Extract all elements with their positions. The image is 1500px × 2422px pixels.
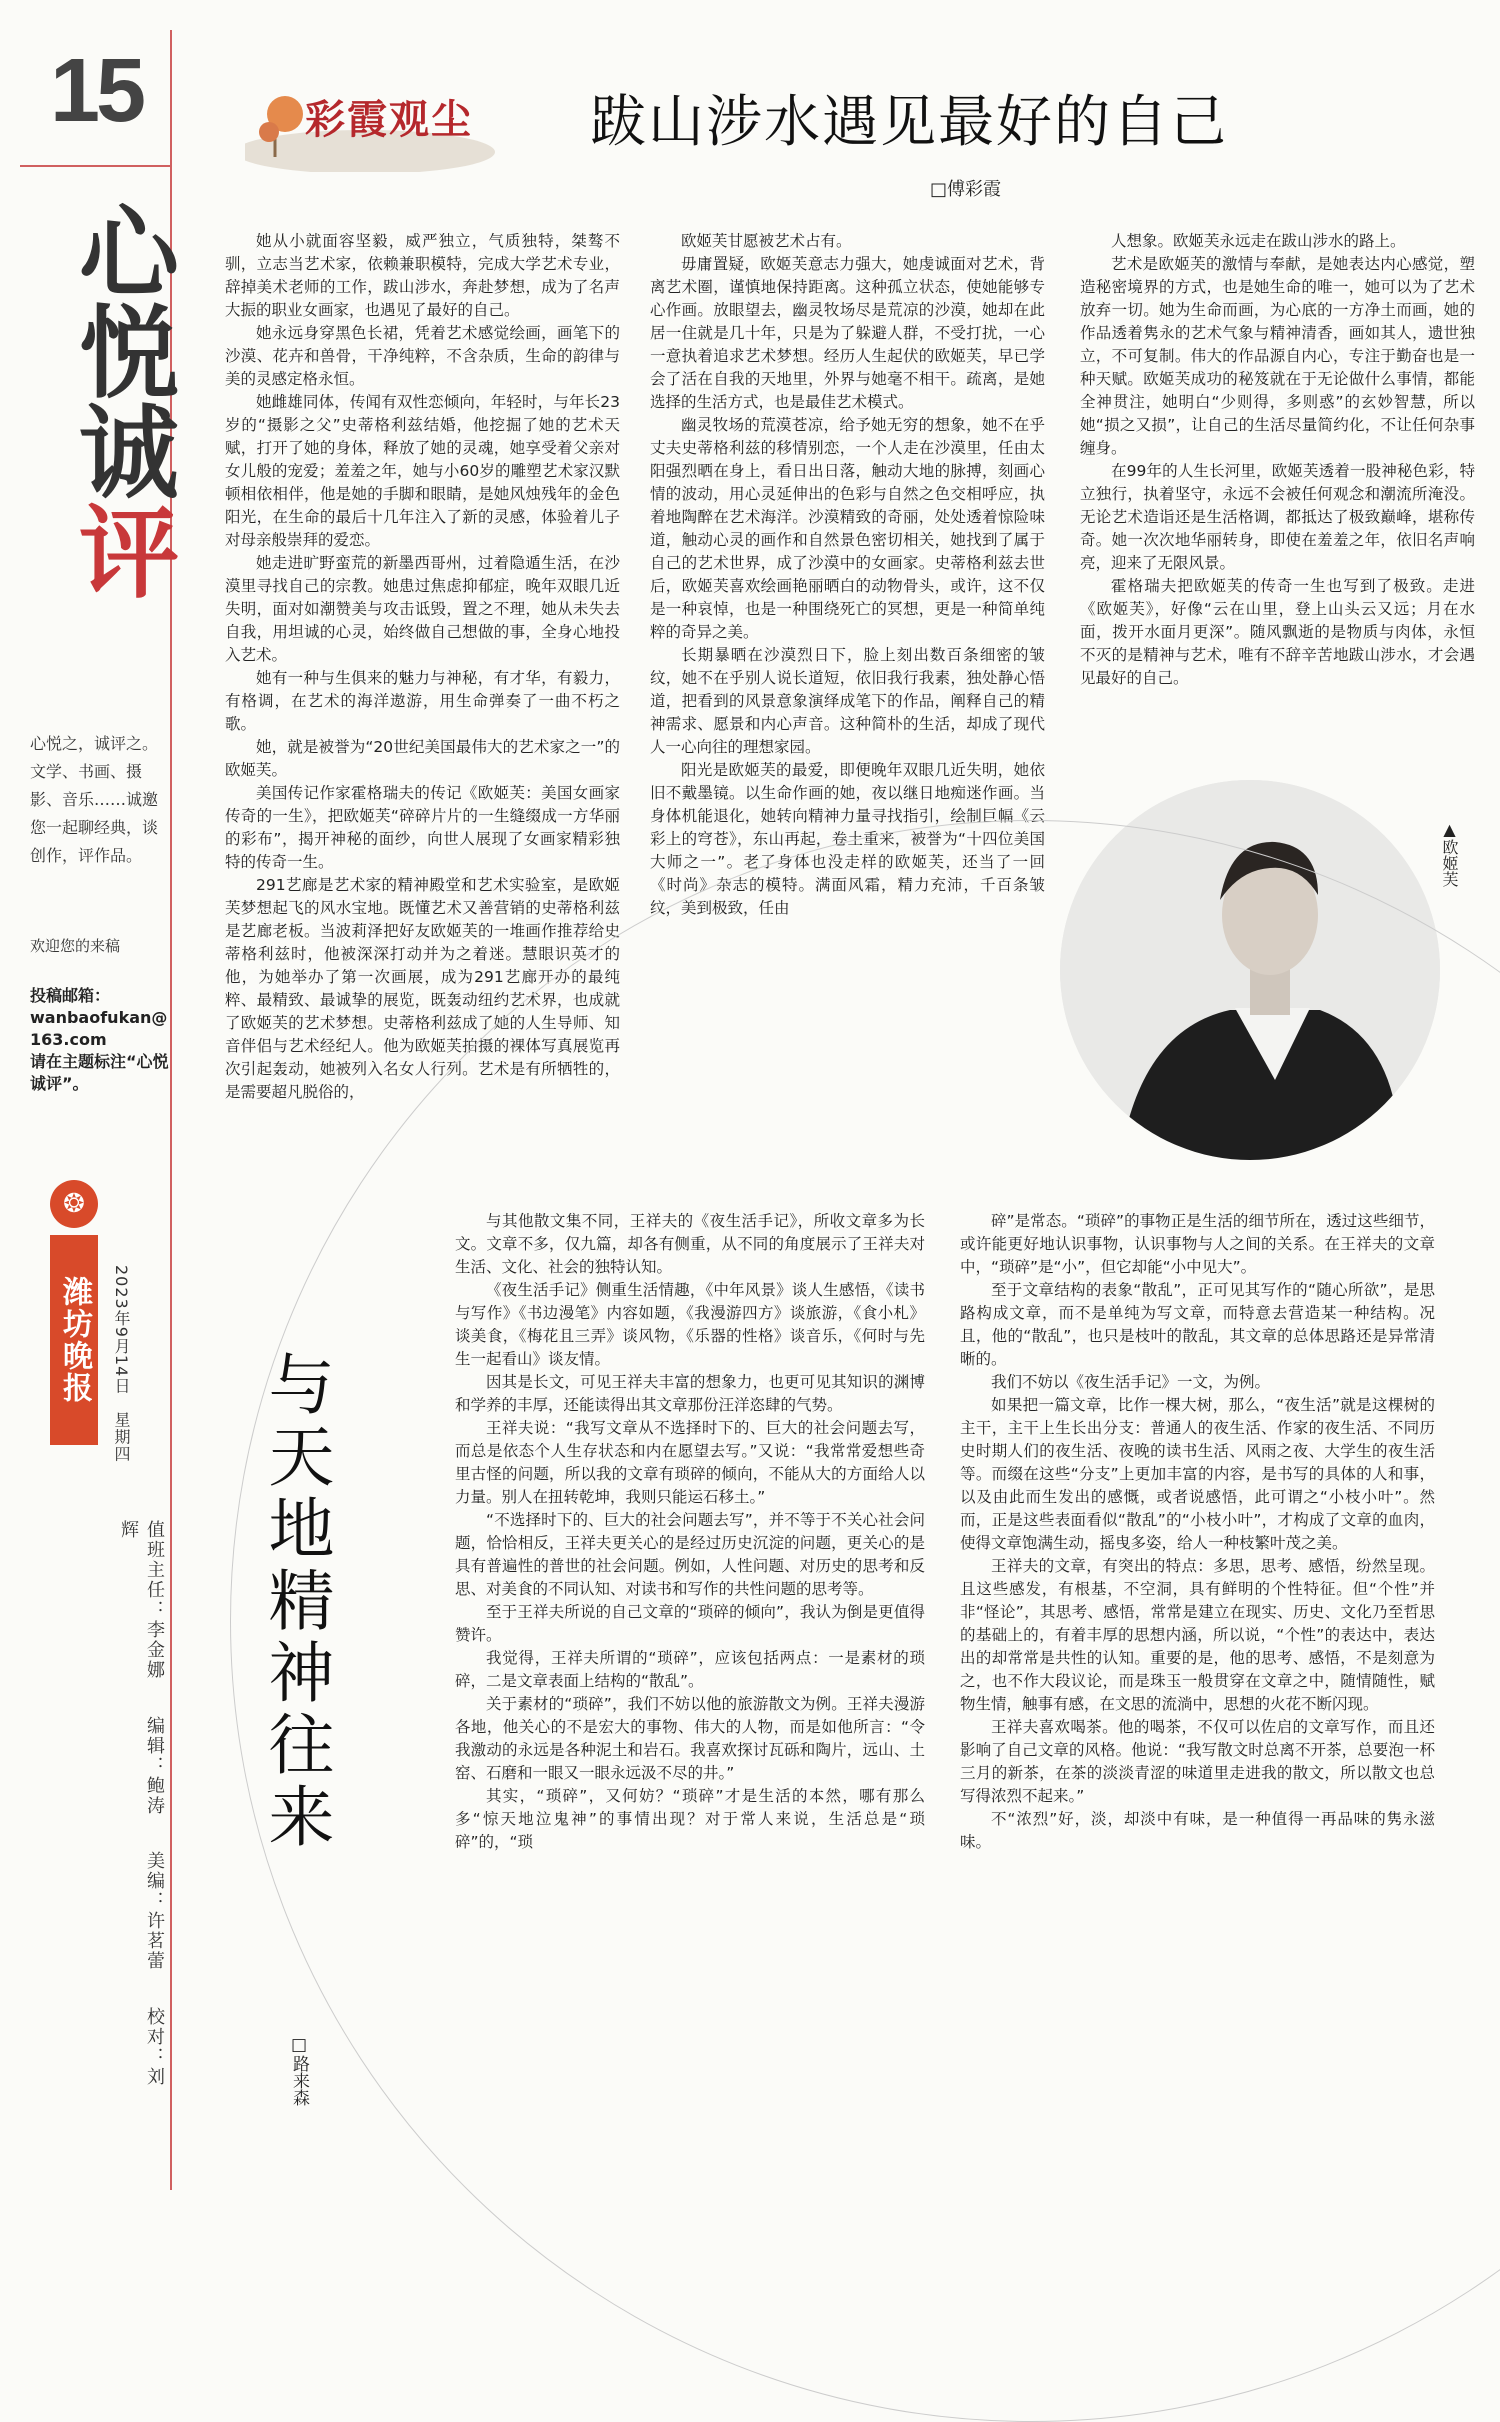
paragraph: 不“浓烈”好，淡，却淡中有味，是一种值得一再品味的隽永滋味。 [960,1810,1435,1851]
paragraph: 阳光是欧姬芙的最爱，即便晚年双眼几近失明，她依旧不戴墨镜。以生命作画的她，夜以继日地痴迷作画。当身体机能退化，她转向精神力量寻找指引，绘制巨幅《云彩上的穹苍》，东山再起，卷土重来，被誉为“十四位美国大师之一”。老了身体也没走样的欧姬芙，还当了一回《时尚》杂志的模特。满面风霜，精力充沛，千百条皱纹，美到极致，任由 [650,761,1045,917]
paragraph: 我们不妨以《夜生活手记》一文，为例。 [991,1373,1271,1391]
article1-author: □傅彩霞 [930,179,1002,200]
credit-duty: 值班主任：李金娜 [144,1520,165,1680]
credit-editor: 编辑：鲍涛 [144,1715,165,1816]
article1-title: 跋山涉水遇见最好的自己 [590,90,1228,155]
column-title [60,200,180,600]
photo-caption: ▲欧姬芙 [1440,820,1459,887]
paragraph: 霍格瑞夫把欧姬芙的传奇一生也写到了极致。走进《欧姬芙》，好像“云在山里，登上山头云又远；月在水面，拨开水面月更深”。随风飘逝的是物质与肉体，永恒不灭的是精神与艺术，唯有不辞辛苦地跋山涉水，才会遇见最好的自己。 [1080,577,1475,687]
paragraph: 她，就是被誉为“20世纪美国最伟大的艺术家之一”的欧姬芙。 [225,738,620,779]
paragraph: 291艺廊是艺术家的精神殿堂和艺术实验室，是欧姬芙梦想起飞的风水宝地。既懂艺术又善营销的史蒂格利兹是艺廊老板。当波莉泽把好友欧姬芙的一堆画作推荐给史蒂格利兹时，他被深深打动并为之着迷。慧眼识英才的他，为她举办了第一次画展，成为291艺廊开办的最纯粹、最精致、最诚挚的展览，既轰动纽约艺术界，也成就了欧姬芙的艺术梦想。史蒂格利兹成了她的人生导师、知音伴侣与艺术经纪人。他为欧姬芙拍摄的裸体写真展览再次引起轰动，她被列入名女人行列。艺术是有所牺牲的，是需要超凡脱俗的， [225,876,620,1101]
column-title-accent: 评 [62,500,179,600]
email-label: 投稿邮箱： [30,986,111,1005]
paragraph: 至于王祥夫所说的自己文章的“琐碎的倾向”，我认为倒是更值得赞许。 [455,1603,925,1644]
column-badge: 彩霞观尘 [305,96,473,143]
paragraph: 在99年的人生长河里，欧姬芙透着一股神秘色彩，特立独行，执着坚守，永远不会被任何观念和潮流所淹没。无论艺术造诣还是生活格调，都抵达了极致巅峰，堪称传奇。她一次次地华丽转身，即使在羞羞之年，依旧名声响亮，迎来了无限风景。 [1080,462,1475,572]
paragraph: 《夜生活手记》侧重生活情趣，《中年风景》谈人生感悟，《读书与写作》《书边漫笔》内容如题，《我漫游四方》谈旅游，《食小札》谈美食，《梅花且三弄》谈风物，《乐器的性格》谈音乐，《何时与先生一起看山》谈友情。 [455,1281,925,1368]
column-title-main: 心悦诚 [62,200,179,500]
page-number: 15 [50,41,143,141]
credit-art: 美编：许茗蕾 [144,1851,165,1972]
submission-info [30,985,170,1095]
paragraph: 她从小就面容坚毅，威严独立，气质独特，桀骜不驯，立志当艺术家，依赖兼职模特，完成大学艺术专业，辞掉美术老师的工作，跋山涉水，奔赴梦想，成为了名声大振的职业女画家，也遇见了最好的自己。 [225,232,620,319]
article2-col2 [960,1210,1435,1854]
welcome-text: 欢迎您的来稿 [30,937,121,955]
paragraph: 王祥夫喜欢喝茶。他的喝茶，不仅可以佐启的文章写作，而且还影响了自己文章的风格。他说：“我写散文时总离不开茶，总要泡一杯三月的新茶，在茶的淡淡青涩的味道里走进我的散文，所以散文也总写得浓烈不起来。” [960,1718,1435,1805]
email-address: wanbaofukan@163.com [30,1008,168,1049]
article2-col1 [455,1210,925,1854]
paragraph: 她雌雄同体，传闻有双性恋倾向，年轻时，与年长23岁的“摄影之父”史蒂格利兹结婚，他挖掘了她的艺术天赋，打开了她的身体，释放了她的灵魂，她享受着父亲对女儿般的宠爱；羞羞之年，她与小60岁的雕塑艺术家汉默顿相依相伴，他是她的手脚和眼睛，是她风烛残年的金色阳光，在生命的最后十几年注入了新的灵感，体验着儿子对母亲般崇拜的爱恋。 [225,393,620,549]
paragraph: 毋庸置疑，欧姬芙意志力强大，她虔诚面对艺术，背离艺术圈，谨慎地保持距离。这种孤立状态，使她能够专心作画。放眼望去，幽灵牧场尽是荒凉的沙漠，她却在此居一住就是几十年，只是为了躲避人群，不受打扰，一心一意执着追求艺术梦想。经历人生起伏的欧姬芙，早已学会了活在自我的天地里，外界与她毫不相干。疏离，是她选择的生活方式，也是最佳艺术模式。 [650,255,1045,411]
article2-author: □路来森 [289,2035,309,2106]
subject-note: 请在主题标注“心悦诚评”。 [30,1052,169,1093]
paragraph: 其实，“琐碎”，又何妨？“琐碎”才是生活的本然，哪有那么多“惊天地泣鬼神”的事情出现？对于常人来说，生活总是“琐碎”的，“琐 [455,1787,925,1851]
paragraph: 关于素材的“琐碎”，我们不妨以他的旅游散文为例。王祥夫漫游各地，他关心的不是宏大的事物、伟大的人物，而是如他所言：“令我激动的永远是各种泥土和岩石。我喜欢探讨瓦砾和陶片，远山、土窑、石磨和一眼又一眼永远汲不尽的井。” [455,1695,925,1782]
issue-date: 2023年9月14日 星期四 [112,1265,131,1463]
paragraph: 王祥夫说：“我写文章从不选择时下的、巨大的社会问题去写，而总是依态个人生存状态和内在愿望去写。”又说：“我常常爱想些奇里古怪的问题，所以我的文章有琐碎的倾向，不能从大的方面给人以力量。别人在扭转乾坤，我则只能运石移土。” [455,1419,925,1506]
paragraph: 因其是长文，可见王祥夫丰富的想象力，也更可见其知识的渊博和学养的丰厚，还能读得出其文章那份汪洋恣肆的气势。 [455,1373,925,1414]
paragraph: 欧姬芙甘愿被艺术占有。 [681,232,852,250]
article2-title: 与天地精神往来 [257,1350,334,1854]
paragraph: 如果把一篇文章，比作一棵大树，那么，“夜生活”就是这棵树的主干，主干上生长出分支：普通人的夜生活、作家的夜生活、不同历史时期人们的夜生活、夜晚的读书生活、风雨之夜、大学生的夜生活等。而缀在这些“分支”上更加丰富的内容，是书写的具体的人和事，以及由此而生发出的感慨，或者说感悟，此可谓之“小枝小叶”。然而，正是这些表面看似“散乱”的“小枝小叶”，才构成了文章的血肉，使得文章饱满生动，摇曳多姿，给人一种枝繁叶茂之美。 [960,1396,1435,1552]
article1-col3 [1080,230,1475,690]
paragraph: 她永远身穿黑色长裙，凭着艺术感觉绘画，画笔下的沙漠、花卉和兽骨，干净纯粹，不含杂质，生命的韵律与美的灵感定格永恒。 [225,324,620,388]
paragraph: 幽灵牧场的荒漠苍凉，给予她无穷的想象，她不在乎丈夫史蒂格利兹的移情别恋，一个人走在沙漠里，任由太阳强烈晒在身上，看日出日落，触动大地的脉搏，刻画心情的波动，用心灵延伸出的色彩与自然之色交相呼应，执着地陶醉在艺术海洋。沙漠精致的奇丽，处处透着惊险味道，触动心灵的画作和自然景色密切相关，她找到了属于自己的艺术世界，成了沙漠中的女画家。史蒂格利兹去世后，欧姬芙喜欢绘画艳丽晒白的动物骨头，或许，这不仅是一种哀悼，也是一种围绕死亡的冥想，更是一种简单纯粹的奇异之美。 [650,416,1045,641]
paragraph: 王祥夫的文章，有突出的特点：多思，思考、感悟，纷然呈现。且这些感发，有根基，不空洞，具有鲜明的个性特征。但“个性”并非“怪论”，其思考、感悟，常常是建立在现实、历史、文化乃至哲思的基础上的，有着丰厚的思想内涵，所以说，“个性”的表达中，表达出的却常常是共性的认知。重要的是，他的思考、感悟，不是刻意为之，也不作大段议论，而是珠玉一般贯穿在文章之中，随情随性，赋物生情，触事有感，在文思的流淌中，思想的火花不断闪现。 [960,1557,1435,1713]
paragraph: 碎”是常态。“琐碎”的事物正是生活的细节所在，透过这些细节，或许能更好地认识事物，认识事物与人之间的关系。在王祥夫的文章中，“琐碎”是“小”，但它却能“小中见大”。 [960,1212,1435,1276]
paragraph: 长期暴晒在沙漠烈日下，脸上刻出数百条细密的皱纹，她不在乎别人说长道短，依旧我行我素，独处静心悟道，把看到的风景意象演绎成笔下的作品，阐释自己的精神需求、愿景和内心声音。这种简朴的生活，却成了现代人一心向往的理想家园。 [650,646,1045,756]
paragraph: “不选择时下的、巨大的社会问题去写”，并不等于不关心社会问题，恰恰相反，王祥夫更关心的是经过历史沉淀的问题，更关心的是具有普遍性的普世的社会问题。例如，人性问题、对历史的思考和反思、对美食的不同认知、对读书和写作的共性问题的思考等。 [455,1511,925,1598]
paragraph: 艺术是欧姬芙的激情与奉献，是她表达内心感觉，塑造秘密境界的方式，也是她生命的唯一，她可以为了艺术放弃一切。她为生命而画，为心底的一方净土而画，她的作品透着隽永的艺术气象与精神清香，画如其人，遗世独立，不可复制。伟大的作品源自内心，专注于勤奋也是一种天赋。欧姬芙成功的秘笈就在于无论做什么事情，都能全神贯注，她明白“少则得，多则惑”的玄妙智慧，所以她“损之又损”，让自己的生活尽量简约化，不让任何杂事缠身。 [1080,255,1475,457]
paragraph: 她有一种与生俱来的魅力与神秘，有才华，有毅力，有格调，在艺术的海洋遨游，用生命弹奏了一曲不朽之歌。 [225,669,620,733]
staff-credits [115,1520,167,2120]
paragraph: 至于文章结构的表象“散乱”，正可见其写作的“随心所欲”，是思路构成文章，而不是单纯为写文章，而特意去营造某一种结构。况且，他的“散乱”，也只是枝叶的散乱，其文章的总体思路还是异常清晰的。 [960,1281,1435,1368]
newspaper-logo: 潍坊晚报 [50,1235,98,1445]
article1-col2 [650,230,1045,920]
newspaper-logo-icon: ❂ [50,1180,98,1228]
paragraph: 美国传记作家霍格瑞夫的传记《欧姬芙：美国女画家传奇的一生》，把欧姬芙“碎碎片片的一生缝缀成一方华丽的彩布”，揭开神秘的面纱，向世人展现了女画家精彩独特的传奇一生。 [225,784,620,871]
paragraph: 与其他散文集不同，王祥夫的《夜生活手记》，所收文章多为长文。文章不多，仅九篇，却各有侧重，从不同的角度展示了王祥夫对生活、文化、社会的独特认知。 [455,1212,925,1276]
paragraph: 她走进旷野蛮荒的新墨西哥州，过着隐遁生活，在沙漠里寻找自己的宗教。她患过焦虑抑郁症，晚年双眼几近失明，面对如潮赞美与攻击诋毁，置之不理，她从未失去自我，用坦诚的心灵，始终做自己想做的事，全身心地投入艺术。 [225,554,620,664]
paragraph: 我觉得，王祥夫所谓的“琐碎”，应该包括两点：一是素材的琐碎，二是文章表面上结构的“散乱”。 [455,1649,925,1690]
top-rule [20,165,170,167]
column-intro: 心悦之，诚评之。文学、书画、摄影、音乐……诚邀您一起聊经典，谈创作，评作品。 [30,734,159,865]
credit-proof: 校对：刘辉 [118,1520,165,2088]
paragraph: 人想象。欧姬芙永远走在跋山涉水的路上。 [1111,232,1406,250]
